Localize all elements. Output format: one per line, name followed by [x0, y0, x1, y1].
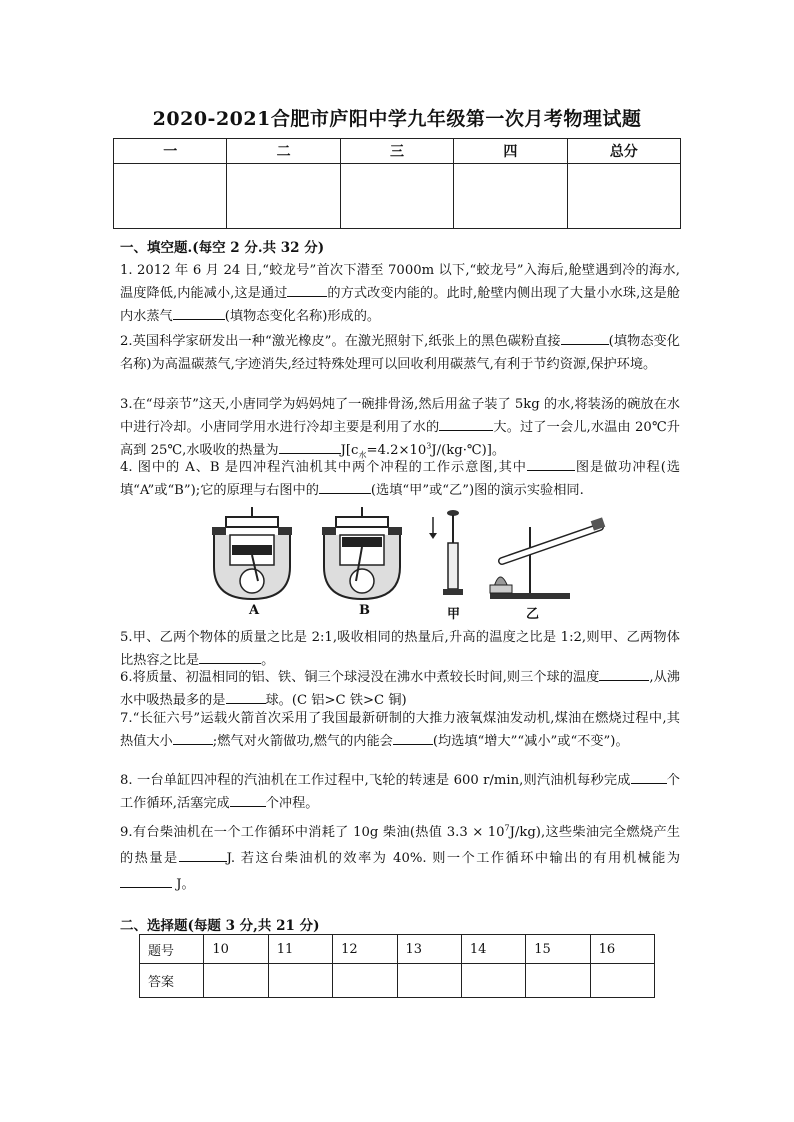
answer-row-label: 答案 [140, 964, 204, 998]
section-1-heading: 一、填空题.(每空 2 分.共 32 分) [120, 240, 325, 256]
q7-blank-2[interactable] [393, 730, 433, 745]
q1-text-c: (填物态变化名称)形成的。 [224, 309, 381, 324]
question-number-cell: 12 [333, 935, 397, 964]
q4-blank-1[interactable] [527, 456, 575, 471]
score-cell-3[interactable] [340, 164, 453, 229]
question-7 [120, 707, 680, 753]
answer-table-header: 题号 [140, 935, 204, 964]
figure-label-b: B [359, 603, 370, 618]
figure-label-a: A [249, 603, 260, 618]
answer-table [139, 934, 655, 998]
answer-cell-14[interactable] [461, 964, 525, 998]
question-number-cell: 10 [204, 935, 268, 964]
q9-text-d: J。 [176, 877, 195, 892]
question-4 [120, 456, 680, 502]
q9-text-c: J. 若这台柴油机的效率为 40%. 则一个工作循环中输出的有用机械能为 [226, 851, 681, 866]
q2-text-a: 2.英国科学家研发出一种“激光橡皮”。在激光照射下,纸张上的黑色碳粉直接 [120, 334, 561, 349]
q4-text-c: (选填“甲”或“乙”)图的演示实验相同. [370, 483, 584, 498]
q1-blank-1[interactable] [287, 282, 327, 297]
q3-blank-2[interactable] [279, 439, 341, 454]
q9-blank-1[interactable] [179, 847, 227, 862]
question-8 [120, 769, 680, 815]
q3-sub: 水 [358, 450, 367, 460]
question-number-cell: 16 [590, 935, 654, 964]
q1-text-b: 的方式改变内能的。此时,舱壁内侧出现了大量小水珠,这是舱内水蒸气 [120, 286, 680, 324]
q4-text-a: 4. 图中的 A、B 是四冲程汽油机其中两个冲程的工作示意图,其中 [120, 460, 527, 475]
q9-blank-2[interactable] [120, 873, 172, 888]
score-cell-total[interactable] [567, 164, 680, 229]
answer-cell-16[interactable] [590, 964, 654, 998]
q6-text-b: ,从沸水中吸热最多的是 [120, 670, 680, 708]
q8-text-c: 个冲程。 [265, 796, 319, 811]
score-table [113, 138, 681, 229]
question-6 [120, 666, 680, 712]
q1-blank-2[interactable] [173, 305, 225, 320]
score-header-total: 总分 [567, 139, 680, 164]
q8-blank-2[interactable] [230, 792, 266, 807]
engine-figures [200, 507, 620, 622]
exam-title: 2020-2021合肥市庐阳中学九年级第一次月考物理试题 [152, 108, 642, 130]
demo-yi-diagram [490, 517, 605, 599]
q3-blank-1[interactable] [439, 416, 493, 431]
question-number-cell: 11 [268, 935, 332, 964]
q6-text-a: 6.将质量、初温相同的铝、铁、铜三个球浸没在沸水中煮较长时间,则三个球的温度 [120, 670, 600, 685]
answer-cell-13[interactable] [397, 964, 461, 998]
q7-text-c: (均选填“增大”“减小”或“不变”)。 [432, 734, 629, 749]
q7-text-b: ;燃气对火箭做功,燃气的内能会 [212, 734, 393, 749]
q8-text-b: 个工作循环,活塞完成 [120, 773, 680, 811]
figure-label-yi: 乙 [526, 607, 540, 622]
question-number-cell: 15 [526, 935, 590, 964]
score-header-3: 三 [340, 139, 453, 164]
score-cell-2[interactable] [227, 164, 340, 229]
answer-cell-11[interactable] [268, 964, 332, 998]
answer-cell-10[interactable] [204, 964, 268, 998]
q2-blank-1[interactable] [561, 330, 609, 345]
answer-cell-12[interactable] [333, 964, 397, 998]
q9-text-a: 9.有台柴油机在一个工作循环中消耗了 10g 柴油(热值 3.3 × 10 [120, 825, 505, 840]
q2-text-b: (填物态变化名称)为高温碳蒸气,字迹消失,经过特殊处理可以回收利用碳蒸气,有利于节约资源,保护环境。 [120, 334, 680, 372]
q9-sup: 7 [504, 823, 510, 833]
q3-text-c: J[c [340, 443, 359, 458]
question-3 [120, 393, 680, 462]
answer-cell-15[interactable] [526, 964, 590, 998]
q3-text-a: 3.在“母亲节”这天,小唐同学为妈妈炖了一碗排骨汤,然后用盆子装了 5kg 的水,将装汤的碗放在水中进行冷却。小唐同学用水进行冷却主要是利用了水的 [120, 397, 680, 435]
question-9 [120, 820, 680, 898]
q5-blank-1[interactable] [199, 649, 261, 664]
question-number-cell: 13 [397, 935, 461, 964]
q3-text-e: J/(kg·℃)]。 [431, 443, 506, 458]
score-cell-4[interactable] [454, 164, 567, 229]
q6-blank-1[interactable] [599, 666, 649, 681]
score-header-2: 二 [227, 139, 340, 164]
q6-text-c: 球。(C 铝>C 铁>C 铜) [265, 693, 407, 708]
engine-diagram [200, 507, 620, 607]
q4-text-b: 图是做功冲程(选填“A”或“B”);它的原理与右图中的 [120, 460, 681, 498]
engine-a-diagram [212, 507, 292, 599]
q5-text-b: 。 [261, 653, 275, 668]
q3-text-b: 大。过了一会儿,水温由 20℃升高到 25℃,水吸收的热量为 [120, 420, 680, 458]
demo-jia-diagram [429, 510, 463, 595]
question-2 [120, 330, 680, 376]
q9-text-b: J/kg),这些柴油完全燃烧产生的热量是 [120, 825, 681, 866]
q6-blank-2[interactable] [226, 689, 266, 704]
engine-b-diagram [322, 507, 402, 599]
q1-text-a: 1. 2012 年 6 月 24 日,“蛟龙号”首次下潜至 7000m 以下,“蛟龙号”入海后,舱壁遇到冷的海水,温度降低,内能减小,这是通过 [120, 263, 680, 301]
section-2-heading: 二、选择题(每题 3 分,共 21 分) [120, 918, 320, 934]
q3-text-d: =4.2×10 [366, 443, 427, 458]
score-header-1: 一 [114, 139, 227, 164]
figure-label-jia: 甲 [447, 607, 461, 622]
score-cell-1[interactable] [114, 164, 227, 229]
q3-sup: 3 [426, 441, 432, 451]
score-header-4: 四 [454, 139, 567, 164]
q8-blank-1[interactable] [631, 769, 667, 784]
question-1 [120, 259, 680, 328]
q4-blank-2[interactable] [319, 479, 371, 494]
question-number-cell: 14 [461, 935, 525, 964]
q7-blank-1[interactable] [173, 730, 213, 745]
q5-text-a: 5.甲、乙两个物体的质量之比是 2:1,吸收相同的热量后,升高的温度之比是 1:2,则甲、乙两物体比热容之比是 [120, 630, 680, 668]
q8-text-a: 8. 一台单缸四冲程的汽油机在工作过程中,飞轮的转速是 600 r/min,则汽油机每秒完成 [120, 773, 631, 788]
q7-text-a: 7.“长征六号”运载火箭首次采用了我国最新研制的大推力液氧煤油发动机,煤油在燃烧过程中,其热值大小 [120, 711, 680, 749]
